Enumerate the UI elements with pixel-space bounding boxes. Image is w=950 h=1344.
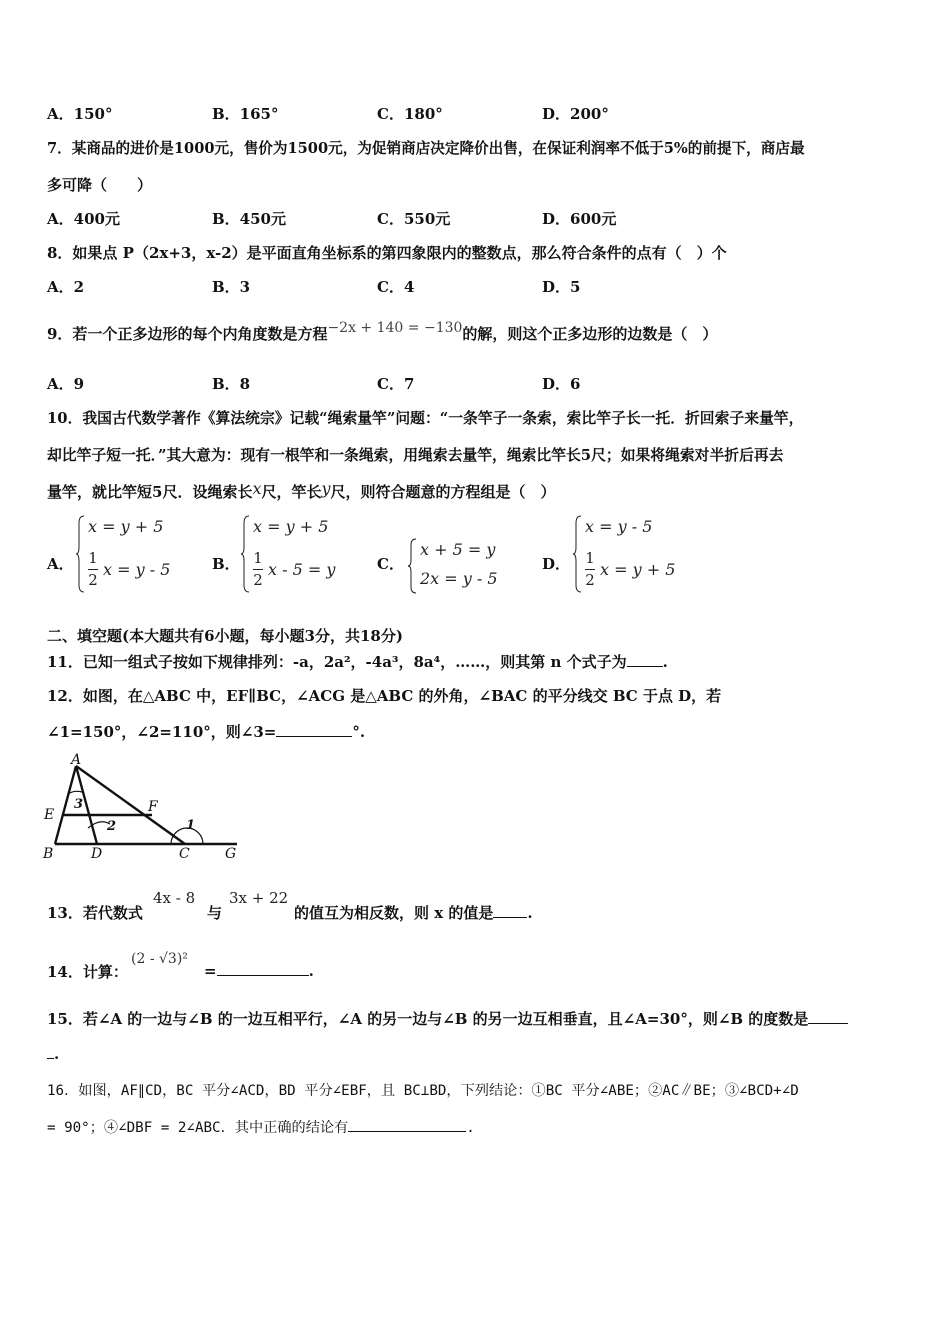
q10-text-line2: 却比竿子短一托．”其大意为：现有一根竿和一条绳索，用绳索去量竿，绳索比竿长5尺；如果将绳索对半折后再去 bbox=[47, 447, 784, 464]
q9-option-a: A．9 bbox=[47, 375, 85, 393]
q6-option-d: D．200° bbox=[542, 105, 609, 123]
brace-icon bbox=[241, 515, 251, 593]
q10-c-row2: 2x = y - 5 bbox=[420, 569, 498, 588]
q10-option-c-system bbox=[408, 538, 518, 594]
side-ac bbox=[76, 766, 185, 844]
q10-text-line3 bbox=[47, 481, 556, 502]
label-a: A bbox=[71, 752, 82, 768]
q9-option-b: B．8 bbox=[212, 375, 251, 393]
q16-end: . bbox=[466, 1120, 475, 1136]
q13-end: . bbox=[527, 904, 533, 922]
q9-suffix: 的解，则这个正多边形的边数是（ ） bbox=[462, 325, 718, 343]
q7-option-a: A．400元 bbox=[47, 210, 120, 228]
q6-option-b: B．165° bbox=[212, 105, 279, 123]
q10-d-row1: x = y - 5 bbox=[585, 517, 653, 536]
label-angle1: 1 bbox=[186, 818, 196, 833]
q6-option-a: A．150° bbox=[47, 105, 113, 123]
q10-line3-b: 尺，竿长 bbox=[261, 483, 322, 501]
label-g: G bbox=[225, 846, 237, 862]
q11-end: . bbox=[662, 653, 668, 671]
q16-text-line2 bbox=[47, 1117, 475, 1137]
q13-mid: 与 bbox=[207, 904, 223, 922]
q10-a-row1: x = y + 5 bbox=[88, 517, 164, 536]
q14-expr: (2 - √3)² bbox=[131, 951, 188, 967]
q15-end: . bbox=[54, 1045, 60, 1063]
q10-b-row1: x = y + 5 bbox=[253, 517, 329, 536]
q13-answer-blank bbox=[493, 903, 527, 918]
q7-option-c: C．550元 bbox=[377, 210, 451, 228]
q7-option-d: D．600元 bbox=[542, 210, 617, 228]
q10-d-row2: x = y + 5 bbox=[600, 560, 676, 579]
q16-text-line1: 16．如图，AF∥CD，BC 平分∠ACD，BD 平分∠EBF，且 BC⊥BD，下列结论：①BC 平分∠ABE；②AC∥BE；③∠BCD+∠D bbox=[47, 1083, 799, 1099]
q8-option-a: A．2 bbox=[47, 278, 85, 296]
q10-d-frac-den: 2 bbox=[585, 571, 595, 589]
q16-answer-blank bbox=[348, 1117, 466, 1132]
q14-answer-group bbox=[204, 961, 314, 980]
q12-text-line1: 12．如图，在△ABC 中，EF∥BC，∠ACG 是△ABC 的外角，∠BAC 的平分线交 BC 于点 D，若 bbox=[47, 687, 722, 705]
q12-text-line2 bbox=[47, 721, 365, 742]
q9-prefix: 9．若一个正多边形的每个内角度数是方程 bbox=[47, 325, 328, 343]
q10-c-row1: x + 5 = y bbox=[420, 540, 496, 559]
side-ab bbox=[55, 766, 76, 844]
q15-text-line1 bbox=[47, 1008, 848, 1029]
q10-a-frac-bar bbox=[88, 569, 98, 570]
q10-b-frac-bar bbox=[253, 569, 263, 570]
q14-eq: = bbox=[204, 962, 217, 980]
q10-a-frac-num: 1 bbox=[88, 549, 98, 567]
q10-option-a-system bbox=[76, 515, 186, 593]
q12-line2-body: ∠1=150°，∠2=110°，则∠3= bbox=[47, 723, 277, 741]
brace-icon bbox=[573, 515, 583, 593]
q10-option-d-label: D． bbox=[542, 555, 571, 573]
q10-option-d-system bbox=[573, 515, 683, 593]
q10-option-c-label: C． bbox=[377, 555, 404, 573]
label-angle2: 2 bbox=[107, 819, 117, 834]
q8-option-d: D．5 bbox=[542, 278, 581, 296]
q11-answer-blank bbox=[627, 652, 663, 667]
label-d: D bbox=[91, 846, 103, 862]
q13-expr1: 4x - 8 bbox=[153, 889, 196, 907]
q10-a-frac-den: 2 bbox=[88, 571, 98, 589]
q16-body: = 90°；④∠DBF = 2∠ABC．其中正确的结论有 bbox=[47, 1120, 349, 1136]
q14-answer-blank bbox=[217, 961, 309, 976]
q15-answer-blank-a bbox=[808, 1009, 848, 1024]
q10-option-b-label: B． bbox=[212, 555, 240, 573]
label-c: C bbox=[179, 846, 190, 862]
q10-b-row2: x - 5 = y bbox=[268, 560, 336, 579]
q15-answer-blank-b bbox=[47, 1044, 54, 1059]
brace-icon bbox=[76, 515, 86, 593]
q10-option-a-label: A． bbox=[47, 555, 74, 573]
q12-answer-blank bbox=[276, 722, 352, 737]
q13-expr2: 3x + 22 bbox=[229, 889, 289, 907]
q11-text bbox=[47, 651, 668, 672]
q8-option-c: C．4 bbox=[377, 278, 415, 296]
q12-end: °. bbox=[352, 723, 366, 741]
q10-text-line1: 10．我国古代数学著作《算法统宗》记载“绳索量竿”问题：“一条竿子一条索，索比竿子长一托．折回索子来量竿， bbox=[47, 410, 804, 427]
q14-prefix: 14．计算： bbox=[47, 963, 128, 981]
section2-heading: 二、填空题(本大题共有6小题，每小题3分，共18分) bbox=[47, 627, 403, 645]
q9-option-c: C．7 bbox=[377, 375, 415, 393]
q13-suffix: 的值互为相反数，则 x 的值是 bbox=[294, 904, 494, 922]
q10-option-b-system bbox=[241, 515, 351, 593]
label-f: F bbox=[148, 799, 158, 815]
q7-text-line2: 多可降（ ） bbox=[47, 176, 153, 194]
brace-icon bbox=[408, 538, 418, 594]
label-angle3: 3 bbox=[74, 797, 84, 812]
q12-triangle-figure bbox=[40, 752, 245, 864]
q10-b-frac-num: 1 bbox=[253, 549, 263, 567]
q10-line3-a: 量竿，就比竿短5尺．设绳索长 bbox=[47, 483, 253, 501]
q10-line3-c: 尺，则符合题意的方程组是（ ） bbox=[330, 483, 556, 501]
q15-body: 15．若∠A 的一边与∠B 的一边互相平行，∠A 的另一边与∠B 的另一边互相垂直，且∠A=30°，则∠B 的度数是 bbox=[47, 1010, 809, 1028]
q13-prefix: 13．若代数式 bbox=[47, 904, 143, 922]
q6-option-c: C．180° bbox=[377, 105, 443, 123]
q10-a-row2: x = y - 5 bbox=[103, 560, 171, 579]
q7-text-line1: 7．某商品的进价是1000元，售价为1500元，为促销商店决定降价出售，在保证利润率不低于5%的前提下，商店最 bbox=[47, 140, 805, 157]
q10-var-y: y bbox=[321, 479, 331, 498]
q10-var-x: x bbox=[252, 479, 262, 498]
q13-suffix-group bbox=[294, 902, 533, 923]
q10-d-frac-num: 1 bbox=[585, 549, 595, 567]
q14-end: . bbox=[308, 962, 314, 980]
label-e: E bbox=[44, 807, 55, 823]
q9-option-d: D．6 bbox=[542, 375, 581, 393]
q11-body: 11．已知一组式子按如下规律排列：-a，2a²，-4a³，8a⁴，……，则其第 n 个式子为 bbox=[47, 653, 627, 671]
q15-text-line2 bbox=[47, 1044, 59, 1063]
q9-equation: −2x + 140 = −130 bbox=[327, 320, 463, 336]
q10-b-frac-den: 2 bbox=[253, 571, 263, 589]
q7-option-b: B．450元 bbox=[212, 210, 286, 228]
q10-d-frac-bar bbox=[585, 569, 595, 570]
q9-text bbox=[47, 320, 718, 344]
label-b: B bbox=[43, 846, 54, 862]
q8-option-b: B．3 bbox=[212, 278, 251, 296]
q8-text: 8．如果点 P（2x+3，x-2）是平面直角坐标系的第四象限内的整数点，那么符合条件的点有（ ）个 bbox=[47, 244, 727, 262]
